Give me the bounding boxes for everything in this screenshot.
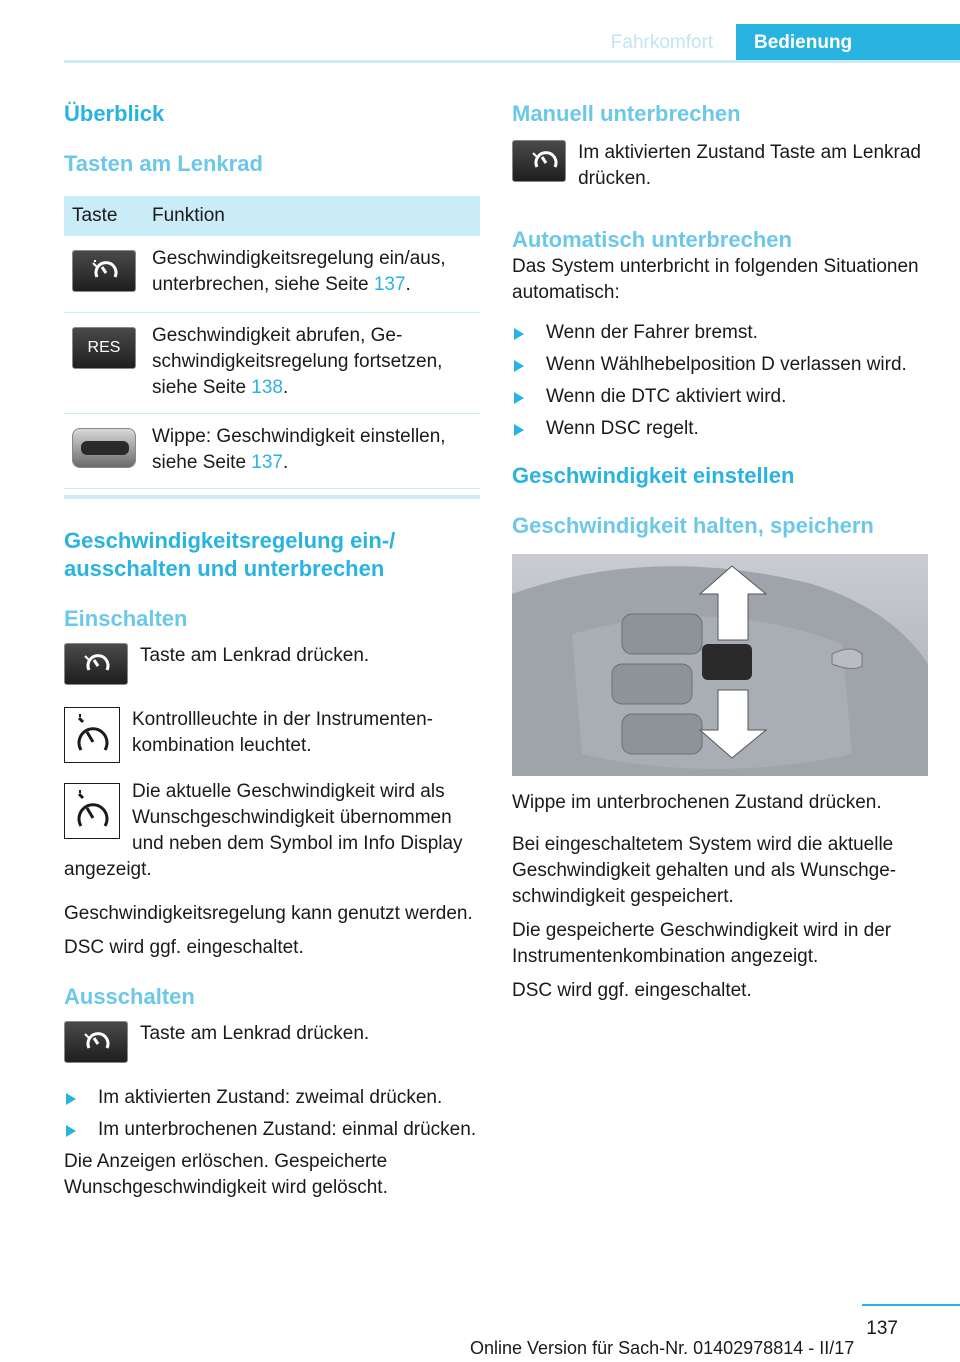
page-link-137[interactable]: 137 [251,452,283,473]
off-note: Die Anzeigen erlöschen. Gespeicherte Wunschgeschwindigkeit wird gelöscht. [64,1151,388,1198]
row-end: . [283,377,289,398]
lamp-row [64,707,480,763]
cruise-control-key-icon [72,250,136,292]
list-item: Wenn der Fahrer bremst. [512,320,932,346]
online-version-note: Online Version für Sach-Nr. 01402978814 - II/17 [470,1338,855,1358]
row-end: . [283,452,289,473]
off-list [64,1085,480,1143]
res-key-icon [72,327,136,369]
manual-row [512,140,932,192]
table-header-key: Taste [64,196,144,236]
hold-text: Bei eingeschaltetem System wird die aktuelle Geschwindigkeit gehalten und als Wunschgeschwindigkeit gespeichert. [512,834,897,907]
dsc-text-left: DSC wird ggf. eingeschaltet. [64,937,304,958]
usable-text: Geschwindigkeitsregelung kann genutzt werden. [64,903,473,924]
stored-text: Die gespeicherte Geschwindigkeit wird in der Instrumentenkombination angezeigt. [512,920,892,967]
cruise-control-key-icon [64,643,128,685]
manual-title: Manuell unterbrechen [512,101,741,126]
list-item: Wenn Wählhebelposition D verlassen wird. [512,352,932,378]
row-text: Geschwindigkeit abrufen, Geschwindigkeitsregelung fortsetzen, siehe Seite [152,325,443,398]
table-cell-key [64,414,144,489]
off-step-text: Taste am Lenkrad drücken. [140,1023,370,1044]
header-tab-bedienung[interactable]: Bedienung [736,24,960,62]
off-step-row [64,1021,480,1063]
page-link-137[interactable]: 137 [373,274,406,295]
table-cell-key [64,313,144,414]
on-step-row [64,643,480,685]
speed-row [64,779,480,883]
right-column [512,100,932,1004]
rocker-key-icon [72,428,136,468]
auto-intro: Das System unterbricht in folgenden Situationen automatisch: [512,256,919,303]
table-cell-function [144,236,480,313]
table-cell-function [144,414,480,489]
adjust-title: Geschwindigkeit einstellen [512,463,795,488]
keys-title: Tasten am Lenkrad [64,151,263,176]
steering-wheel-photo [512,554,928,776]
cruise-control-indicator-icon [64,707,120,763]
overview-title: Überblick [64,101,165,126]
table-header-function: Funktion [144,196,480,236]
table-cell-function [144,313,480,414]
on-title: Einschalten [64,606,188,631]
cruise-control-key-icon [64,1021,128,1063]
page-number: 137 [866,1318,898,1339]
header-tab-fahrkomfort[interactable]: Fahrkomfort [588,24,736,62]
keys-table [64,196,480,489]
table-header-row [64,196,480,236]
left-column [64,100,480,1201]
table-cell-key [64,236,144,313]
list-item: Im aktivierten Zustand: zweimal drücken. [64,1085,480,1111]
list-item: Wenn die DTC aktiviert wird. [512,384,932,410]
res-key-label: RES [87,339,121,356]
page-link-138[interactable]: 138 [251,377,283,398]
photo-caption: Wippe im unterbrochenen Zustand drücken. [512,792,882,813]
auto-list [512,320,932,442]
off-title: Ausschalten [64,984,195,1009]
row-text: Geschwindigkeitsregelung ein/aus, unterbrechen, siehe Seite [152,248,446,295]
auto-title: Automatisch unterbrechen [512,227,792,252]
cruise-control-speed-icon [64,783,120,839]
manual-text: Im aktivierten Zustand Taste am Lenkrad drücken. [578,142,921,189]
table-row [64,313,480,414]
row-end: . [405,274,411,295]
lamp-text: Kontrollleuchte in der Instrumentenkombination leuchtet. [132,709,433,756]
header-divider [64,60,960,63]
list-item: Wenn DSC regelt. [512,416,932,442]
table-bottom-rule [64,495,480,499]
list-item: Im unterbrochenen Zustand: einmal drücken. [64,1117,480,1143]
row-text: Wippe: Geschwindigkeit einstellen, siehe Seite [152,426,446,473]
dsc-text-right: DSC wird ggf. eingeschaltet. [512,980,752,1001]
hold-title: Geschwindigkeit halten, speichern [512,513,874,538]
table-row [64,414,480,489]
on-step-text: Taste am Lenkrad drücken. [140,645,370,666]
cruise-control-key-icon [512,140,566,182]
section-title: Geschwindigkeitsregelung ein-/ ausschalten und unterbrechen [64,528,396,581]
footer-divider [862,1304,960,1306]
speed-text: Die aktuelle Geschwindigkeit wird als Wunschgeschwindigkeit übernommen und neben dem Symbol im Info Display angezeigt. [64,781,463,880]
table-row [64,236,480,313]
